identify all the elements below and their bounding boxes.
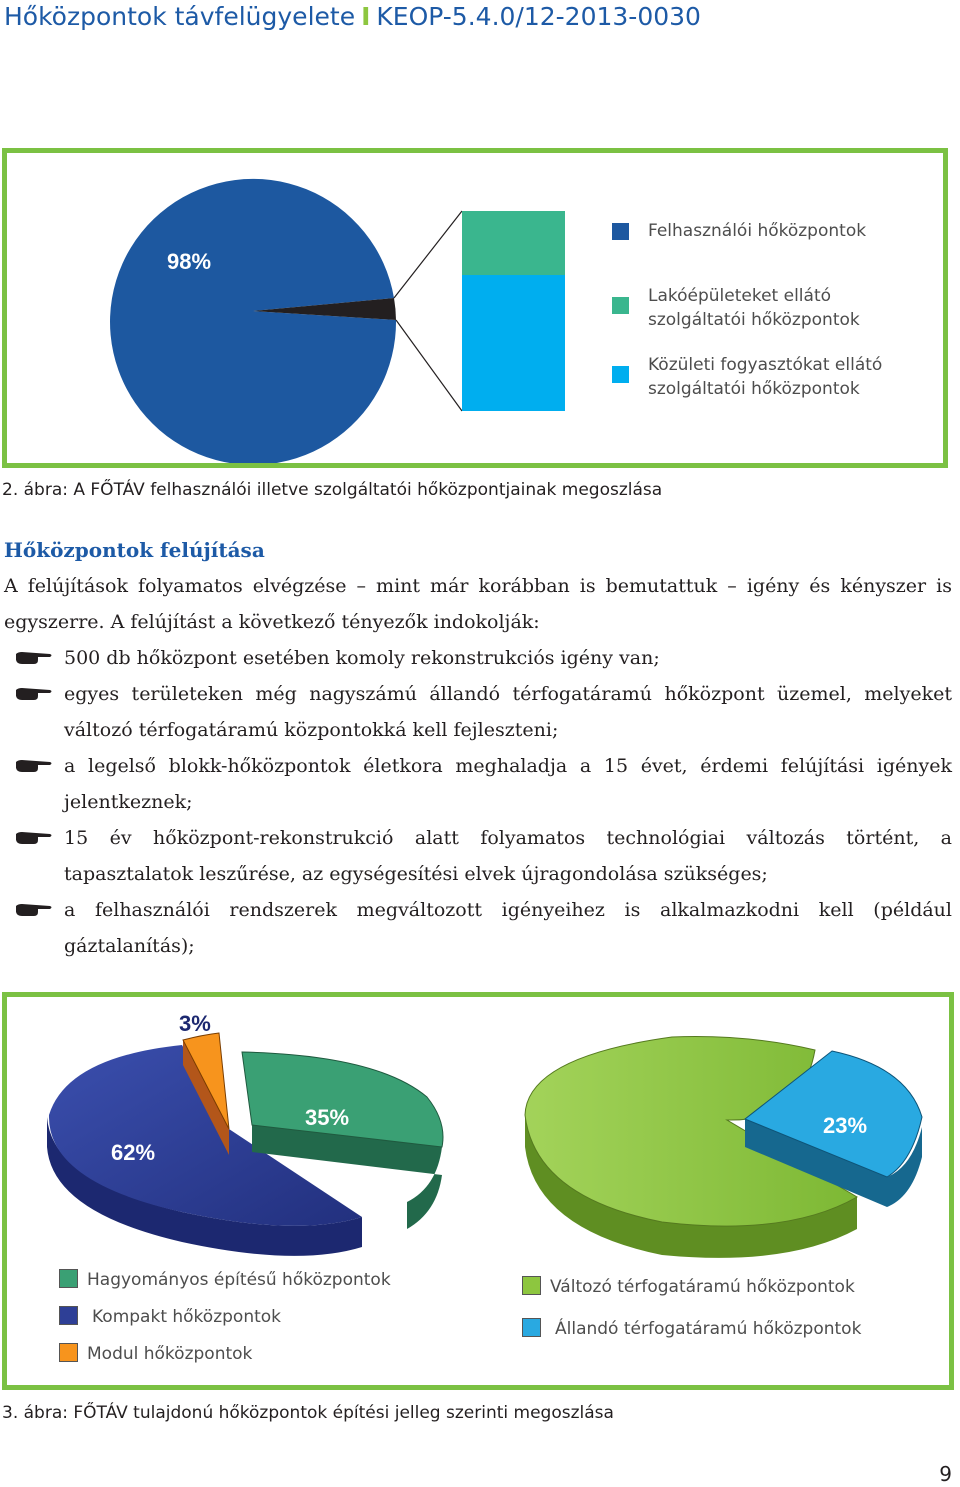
legend-swatch-kozuleti: [612, 366, 629, 383]
list-item: [0, 820, 952, 892]
reasons-list: [0, 640, 952, 964]
data-label-35: 35%: [305, 1105, 350, 1130]
legend-swatch-felhasznaloi: [612, 223, 629, 240]
list-item: [0, 892, 952, 964]
legend-label-lakoepuletek-1: Lakóépületeket ellátó: [648, 286, 832, 306]
legend-item-modul: [59, 1343, 252, 1364]
legend-swatch: [522, 1276, 541, 1295]
pie-main: [110, 179, 396, 463]
connector-top: [394, 211, 462, 298]
list-item: [0, 676, 952, 748]
legend-swatch: [59, 1306, 78, 1325]
slice-felhasznaloi: [110, 179, 396, 463]
pointing-hand-icon: [14, 758, 54, 774]
legend-label: Hagyományos építésű hőközpontok: [87, 1270, 391, 1290]
legend-item-hagyomanyos: [59, 1269, 391, 1290]
legend-item-kompakt: [59, 1306, 281, 1327]
pointing-hand-icon: [14, 830, 54, 846]
legend-swatch-lakoepuletek: [612, 297, 629, 314]
legend-item-valtozo: [522, 1276, 855, 1297]
list-item-text: a legelső blokk-hőközpontok életkora meghaladja a 15 évet, érdemi felújítási igények jelentkeznek;: [64, 755, 952, 813]
list-item-text: a felhasználói rendszerek megváltozott igényeihez is alkalmazkodni kell (például gáztalanítás);: [64, 899, 952, 957]
list-item: [0, 640, 952, 676]
header-title: Hőközpontok távfelügyelete: [4, 2, 356, 31]
legend-label: Változó térfogatáramú hőközpontok: [550, 1277, 855, 1297]
page-number: 9: [939, 1462, 952, 1486]
legend-label-felhasznaloi: Felhasználói hőközpontok: [648, 221, 867, 241]
legend-label-kozuleti-2: szolgáltatói hőközpontok: [648, 379, 860, 399]
list-item-text: 500 db hőközpont esetében komoly rekonstrukciós igény van;: [64, 647, 660, 669]
data-label-98: 98%: [167, 249, 212, 274]
pie-left: [47, 1011, 443, 1256]
legend-swatch: [522, 1318, 541, 1337]
list-item-text: 15 év hőközpont-rekonstrukció alatt folyamatos technológiai változás történt, a tapasztalatok leszűrése, az egységesítési elvek újragondolása szükséges;: [64, 827, 952, 885]
legend-item-allando: [522, 1318, 861, 1339]
legend-label: Modul hőközpontok: [87, 1344, 253, 1364]
figure-2-caption: 2. ábra: A FŐTÁV felhasználói illetve szolgáltatói hőközpontjainak megoszlása: [2, 480, 663, 500]
connector-bottom: [396, 320, 462, 411]
legend-label-lakoepuletek-2: szolgáltatói hőközpontok: [648, 310, 860, 330]
data-label-23: 23%: [823, 1113, 868, 1138]
running-header: [4, 2, 701, 31]
bar-kozuleti: [462, 275, 565, 411]
pointing-hand-icon: [14, 650, 54, 666]
legend-swatch: [59, 1269, 78, 1288]
figure-3-caption: 3. ábra: FŐTÁV tulajdonú hőközpontok építési jelleg szerinti megoszlása: [2, 1403, 614, 1423]
pointing-hand-icon: [14, 902, 54, 918]
legend-label: Állandó térfogatáramú hőközpontok: [555, 1319, 862, 1339]
legend-label-kozuleti-1: Közületi fogyasztókat ellátó: [648, 355, 883, 375]
bar-lakoepuletek: [462, 211, 565, 275]
data-label-3: 3%: [179, 1011, 211, 1036]
list-item: [0, 748, 952, 820]
figure-2-frame: [2, 148, 948, 468]
data-label-62: 62%: [111, 1140, 156, 1165]
pie-right: [525, 1037, 922, 1258]
header-separator: I: [361, 2, 371, 31]
legend-label: Kompakt hőközpontok: [92, 1307, 282, 1327]
header-project-code: KEOP-5.4.0/12-2013-0030: [376, 2, 701, 31]
section-title: Hőközpontok felújítása: [4, 538, 265, 562]
list-item-text: egyes területeken még nagyszámú állandó térfogatáramú hőközpont üzemel, melyeket változó térfogatáramú központokká kell fejleszteni;: [64, 683, 952, 741]
pointing-hand-icon: [14, 686, 54, 702]
legend-swatch: [59, 1343, 78, 1362]
section-intro: A felújítások folyamatos elvégzése – mint már korábban is bemutattuk – igény és kényszer is egyszerre. A felújítást a következő tényezők indokolják:: [4, 575, 952, 633]
figure-3-frame: [2, 992, 954, 1390]
